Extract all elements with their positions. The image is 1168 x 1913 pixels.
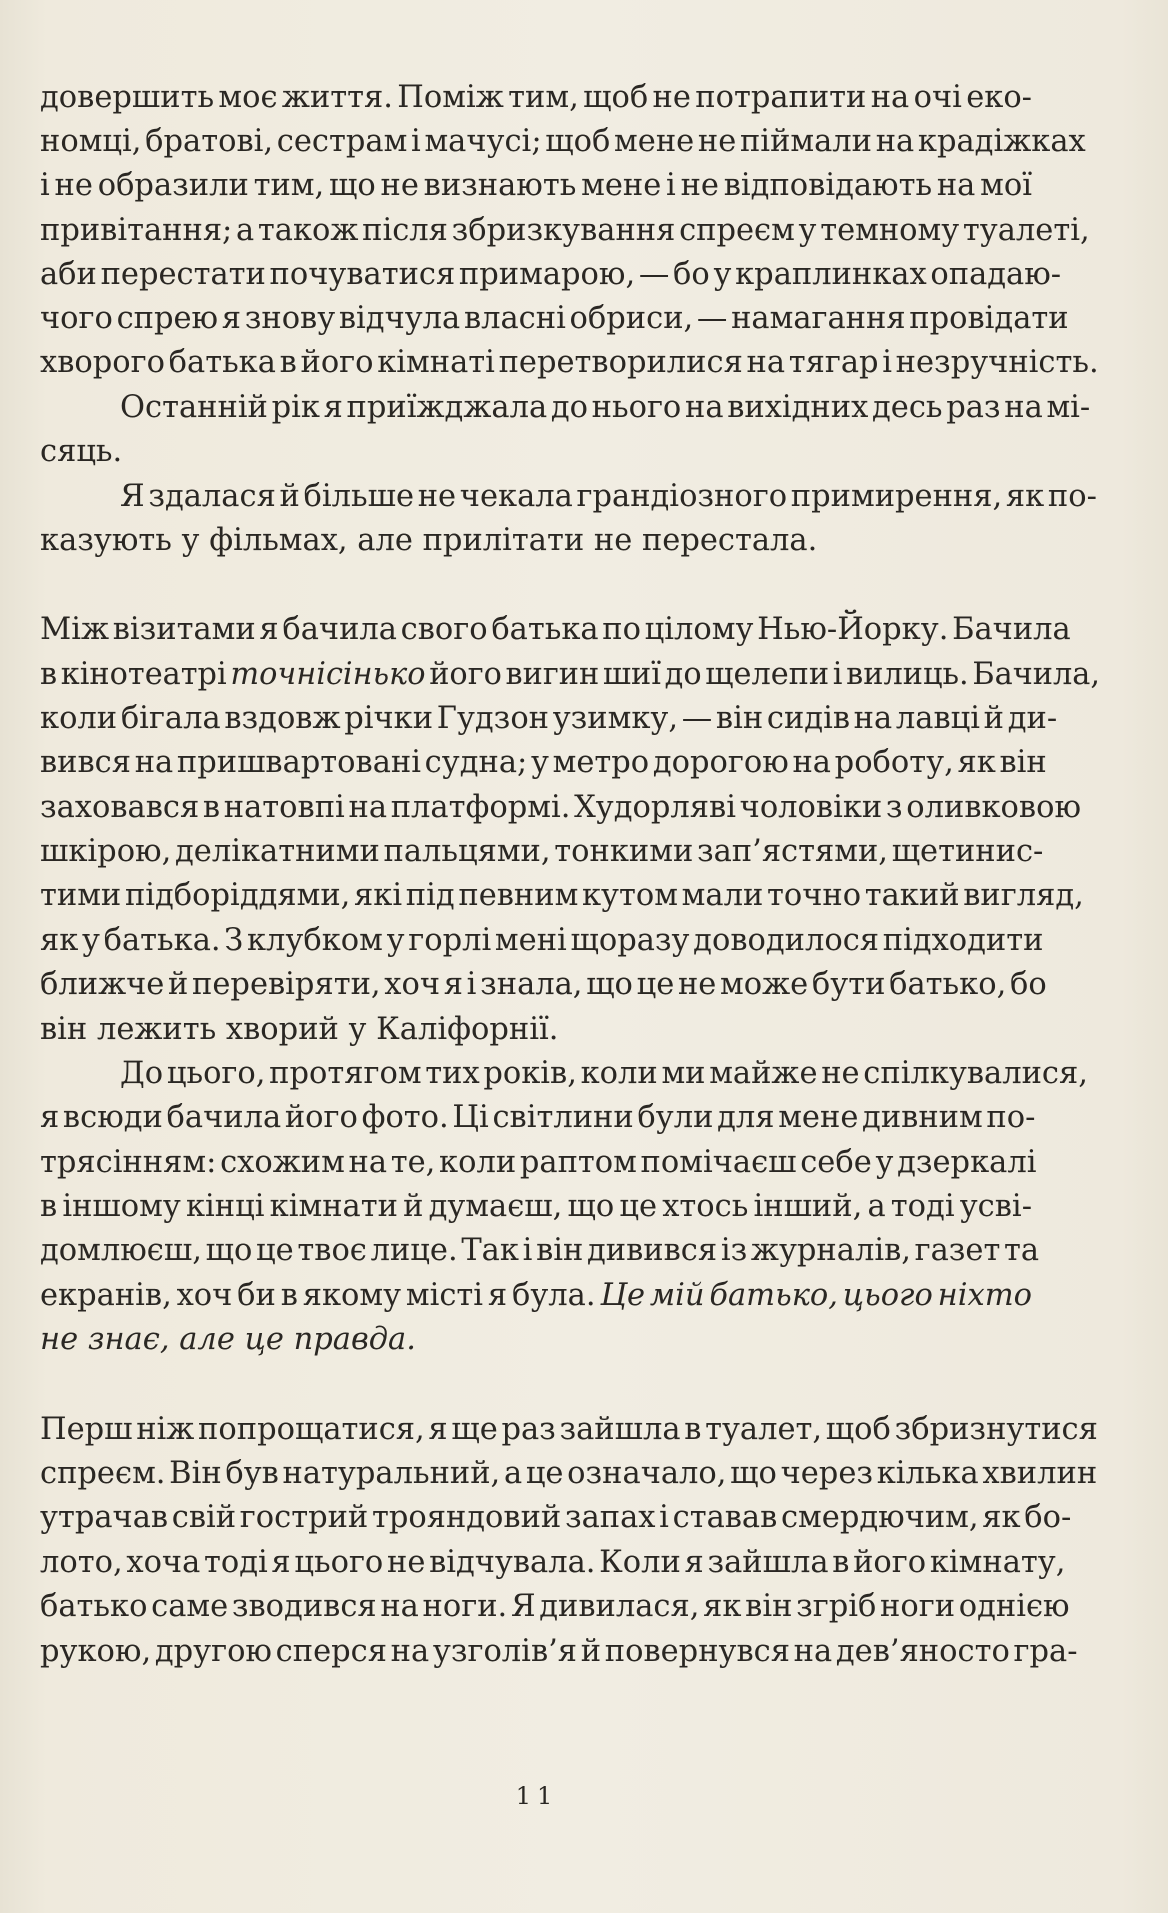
- text-line: [40, 874, 1084, 918]
- text-line: [40, 1452, 1097, 1496]
- text-line: [40, 164, 1032, 208]
- text-segment: аби перестати почуватися примарою, — бо у краплинках опадаю-: [40, 257, 1062, 292]
- italic-text: точнісінько: [230, 657, 426, 692]
- text-segment: вився на пришвартовані судна; у метро дорогою на роботу, як він: [40, 745, 1047, 780]
- text-line: [40, 1229, 1039, 1273]
- text-line: [40, 1496, 1071, 1540]
- text-segment: і не образили тим, що не визнають мене і не відповідають на мої: [40, 168, 1032, 203]
- text-line: [40, 341, 1099, 385]
- text-line: [40, 1318, 416, 1362]
- text-segment: лото, хоча тоді я цього не відчувала. Коли я зайшла в його кімнату,: [40, 1545, 1066, 1580]
- text-segment: номці, братові, сестрам і мачусі; щоб мене не піймали на крадіжках: [40, 124, 1086, 159]
- text-line: [120, 386, 1090, 430]
- text-segment: в іншому кінці кімнати й думаєш, що це хтось інший, а тоді усві-: [40, 1189, 1032, 1224]
- italic-text: не знає, але це правда.: [40, 1322, 416, 1357]
- text-segment: казують у фільмах, але прилітати не перестала.: [40, 523, 818, 558]
- text-segment: сяць.: [40, 434, 123, 469]
- text-line: [40, 120, 1086, 164]
- text-line: [40, 1141, 1036, 1185]
- text-line: [40, 919, 1043, 963]
- text-line: [40, 608, 1071, 652]
- text-line: [40, 209, 1090, 253]
- text-segment: чого спрею я знову відчула власні обриси, — намагання провідати: [40, 301, 1069, 336]
- text-line: [40, 830, 1043, 874]
- text-segment: його вигин шиї до щелепи і вилиць. Бачила,: [425, 657, 1100, 692]
- text-segment: Між візитами я бачила свого батька по цілому Нью-Йорку. Бачила: [40, 612, 1071, 647]
- text-segment: трясінням: схожим на те, коли раптом помічаєш себе у дзеркалі: [40, 1145, 1037, 1180]
- text-segment: Останній рік я приїжджала до нього на вихідних десь раз на мі-: [120, 390, 1091, 425]
- text-line: [40, 786, 1081, 830]
- text-segment: рукою, другою сперся на узголів’я й повернувся на дев’яносто гра-: [40, 1634, 1078, 1669]
- text-segment: екранів, хоч би в якому місті я була.: [40, 1278, 601, 1313]
- text-segment: утрачав свій гострий трояндовий запах і ставав смердючим, як бо-: [40, 1500, 1072, 1535]
- text-segment: коли бігала вздовж річки Гудзон узимку, — він сидів на лавці й ди-: [40, 701, 1058, 736]
- text-line: [40, 963, 1047, 1007]
- text-segment: Перш ніж попрощатися, я ще раз зайшла в туалет, щоб збризнутися: [40, 1412, 1098, 1447]
- text-line: [40, 1408, 1098, 1452]
- text-segment: шкірою, делікатними пальцями, тонкими зап’ястями, щетинис-: [40, 834, 1044, 869]
- text-segment: він лежить хворий у Каліфорнії.: [40, 1012, 559, 1047]
- text-segment: тими підборіддями, які під певним кутом мали точно такий вигляд,: [40, 878, 1084, 913]
- text-segment: батько саме зводився на ноги. Я дивилася, як він згріб ноги однією: [40, 1589, 1070, 1624]
- text-line: [40, 1185, 1032, 1229]
- text-line: [40, 253, 1061, 297]
- text-line: [40, 430, 122, 474]
- text-segment: домлюєш, що це твоє лице. Так і він дивився із журналів, газет та: [40, 1233, 1040, 1268]
- italic-text: Це мій батько, цього ніхто: [600, 1278, 1032, 1313]
- text-segment: довершить моє життя. Поміж тим, щоб не потрапити на очі еко-: [40, 80, 1032, 115]
- text-segment: в кінотеатрі: [40, 657, 231, 692]
- text-line: [40, 297, 1069, 341]
- text-line: [40, 741, 1047, 785]
- text-line: [40, 1274, 1032, 1318]
- page-number: 11: [515, 1782, 559, 1810]
- text-segment: я всюди бачила його фото. Ці світлини були для мене дивним по-: [40, 1100, 1036, 1135]
- text-line: [40, 76, 1032, 120]
- text-segment: До цього, протягом тих років, коли ми майже не спілкувалися,: [120, 1056, 1088, 1091]
- text-line: [40, 1541, 1065, 1585]
- text-line: [40, 1096, 1035, 1140]
- text-segment: ближче й перевіряти, хоч я і знала, що це не може бути батько, бо: [40, 967, 1047, 1002]
- text-line: [120, 475, 1097, 519]
- text-segment: спреєм. Він був натуральний, а це означало, що через кілька хвилин: [40, 1456, 1098, 1491]
- text-segment: заховався в натовпі на платформі. Худорляві чоловіки з оливковою: [40, 790, 1082, 825]
- text-segment: Я здалася й більше не чекала грандіозного примирення, як по-: [120, 479, 1097, 514]
- text-line: [40, 519, 817, 563]
- text-segment: хворого батька в його кімнаті перетворилися на тягар і незручність.: [40, 345, 1099, 380]
- text-line: [40, 1008, 558, 1052]
- text-line: [40, 1630, 1078, 1674]
- text-line: [40, 1585, 1070, 1629]
- text-segment: привітання; а також після збризкування спреєм у темному туалеті,: [40, 213, 1090, 248]
- text-line: [40, 697, 1057, 741]
- text-line: [120, 1052, 1088, 1096]
- text-line: [40, 653, 1100, 697]
- text-segment: як у батька. З клубком у горлі мені щоразу доводилося підходити: [40, 923, 1044, 958]
